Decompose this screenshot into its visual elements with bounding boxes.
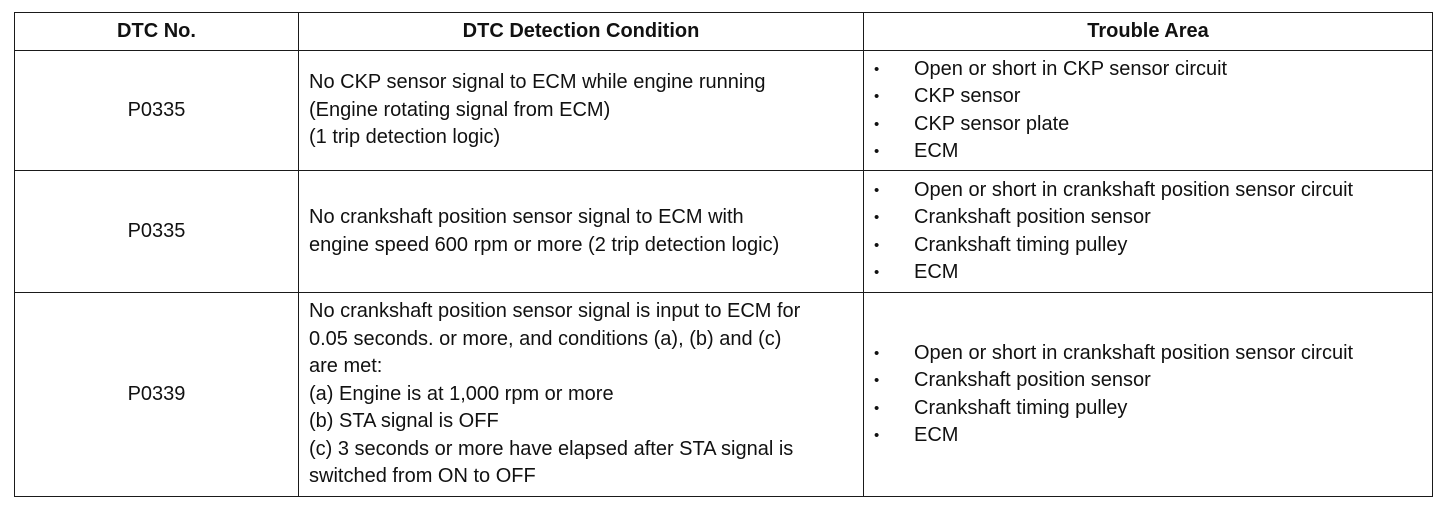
trouble-area-text: Open or short in crankshaft position sensor circuit: [914, 341, 1354, 364]
dtc-number-cell: P0335: [15, 51, 299, 171]
trouble-area-text: ECM: [914, 140, 959, 162]
trouble-area-cell: [864, 51, 1433, 171]
detection-condition-cell: [299, 51, 864, 171]
condition-line: (b) STA signal is OFF: [309, 410, 499, 433]
trouble-area-item: [864, 259, 1432, 287]
trouble-area-text: Crankshaft timing pulley: [914, 396, 1128, 419]
dtc-number-cell: P0335: [15, 171, 299, 293]
bullet-icon: •: [874, 143, 880, 160]
trouble-area-text: Crankshaft position sensor: [914, 369, 1151, 391]
trouble-area-text: Open or short in crankshaft position sensor circuit: [914, 178, 1354, 201]
bullet-icon: •: [874, 372, 880, 389]
trouble-area-item: [864, 83, 1432, 111]
condition-line: are met:: [309, 355, 383, 378]
trouble-area-item: [864, 422, 1432, 450]
condition-line: 0.05 seconds. or more, and conditions (a), (b) and (c): [309, 327, 782, 350]
table-row: [15, 51, 1433, 171]
bullet-icon: •: [874, 115, 880, 133]
header-detection-condition: DTC Detection Condition: [299, 13, 864, 51]
trouble-area-text: CKP sensor: [914, 85, 1021, 107]
trouble-area-item: [864, 340, 1432, 368]
trouble-area-item: [864, 111, 1432, 139]
table-row: [15, 293, 1433, 497]
table-header-row: [15, 13, 1433, 51]
trouble-area-item: [864, 367, 1432, 395]
detection-condition-cell: [299, 293, 864, 497]
bullet-icon: •: [874, 209, 880, 226]
bullet-icon: •: [874, 399, 880, 417]
trouble-area-item: [864, 56, 1432, 84]
dtc-number-cell: P0339: [15, 293, 299, 497]
condition-line: switched from ON to OFF: [309, 465, 536, 488]
bullet-icon: •: [874, 264, 880, 281]
condition-line: No CKP sensor signal to ECM while engine running: [309, 71, 766, 94]
trouble-area-item: [864, 204, 1432, 232]
condition-line: No crankshaft position sensor signal is input to ECM for: [309, 300, 801, 323]
trouble-area-item: [864, 232, 1432, 260]
trouble-area-text: Open or short in CKP sensor circuit: [914, 57, 1228, 80]
trouble-area-text: Crankshaft position sensor: [914, 206, 1151, 228]
bullet-icon: •: [874, 88, 880, 105]
header-trouble-area: Trouble Area: [864, 13, 1433, 51]
trouble-area-cell: [864, 171, 1433, 293]
condition-line: (Engine rotating signal from ECM): [309, 98, 611, 121]
trouble-area-text: Crankshaft timing pulley: [914, 233, 1128, 256]
trouble-area-item: [864, 138, 1432, 166]
condition-line: No crankshaft position sensor signal to ECM with: [309, 206, 744, 228]
condition-line: (a) Engine is at 1,000 rpm or more: [309, 382, 614, 405]
condition-line: (1 trip detection logic): [309, 126, 501, 149]
header-dtc-no: DTC No.: [15, 13, 299, 51]
bullet-icon: •: [874, 236, 880, 254]
trouble-area-text: CKP sensor plate: [914, 112, 1070, 135]
bullet-icon: •: [874, 427, 880, 444]
trouble-area-text: ECM: [914, 261, 959, 283]
dtc-table: [14, 12, 1433, 497]
trouble-area-text: ECM: [914, 424, 959, 446]
trouble-area-item: [864, 395, 1432, 423]
trouble-area-cell: [864, 293, 1433, 497]
condition-line: (c) 3 seconds or more have elapsed after STA signal is: [309, 437, 794, 460]
table-row: [15, 171, 1433, 293]
bullet-icon: •: [874, 60, 880, 78]
detection-condition-cell: [299, 171, 864, 293]
bullet-icon: •: [874, 181, 880, 199]
bullet-icon: •: [874, 344, 880, 362]
condition-line: engine speed 600 rpm or more (2 trip detection logic): [309, 233, 780, 256]
trouble-area-item: [864, 177, 1432, 205]
